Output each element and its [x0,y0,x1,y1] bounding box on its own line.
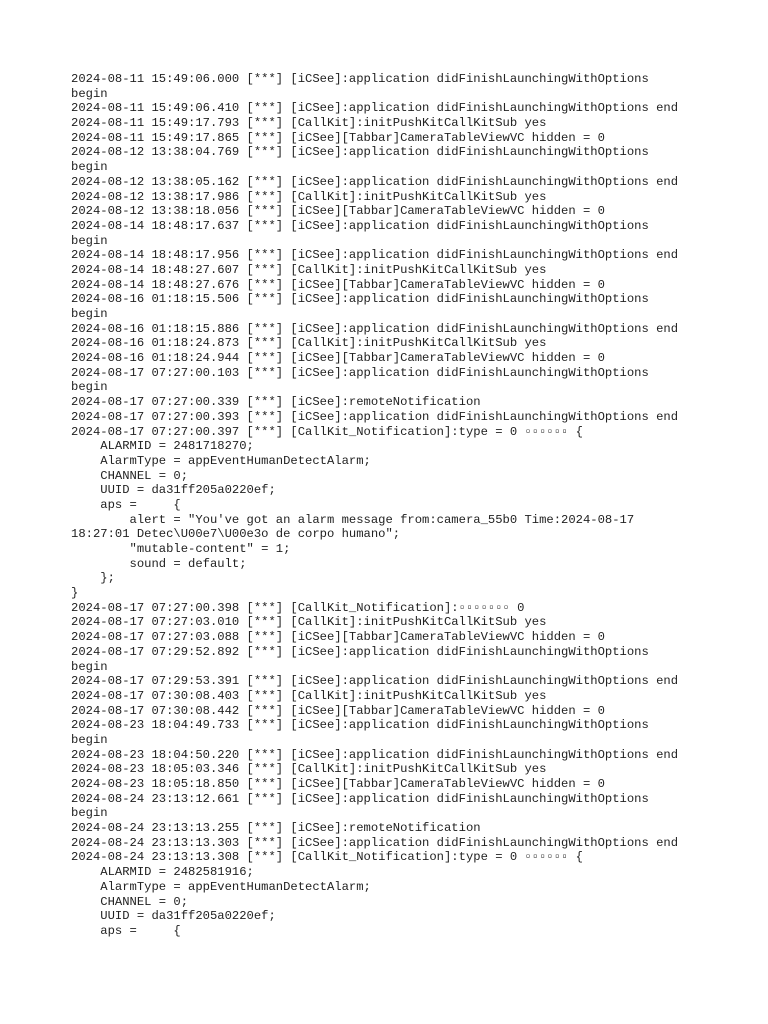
log-line: aps = { [71,497,181,512]
log-line: 2024-08-17 07:29:53.391 [***] [iCSee]:application didFinishLaunchingWithOptions end [71,674,679,689]
log-line: begin [71,659,108,674]
log-line: UUID = da31ff205a0220ef; [71,483,276,498]
log-line: 2024-08-11 15:49:06.410 [***] [iCSee]:application didFinishLaunchingWithOptions end [71,101,679,116]
log-document [71,72,751,939]
log-line: 18:27:01 Detec\U00e7\U00e3o de corpo humano"; [71,527,401,542]
log-line: AlarmType = appEventHumanDetectAlarm; [71,453,371,468]
log-line: 2024-08-17 07:27:03.088 [***] [iCSee][Tabbar]CameraTableViewVC hidden = 0 [71,630,605,645]
log-line: 2024-08-23 18:05:18.850 [***] [iCSee][Tabbar]CameraTableViewVC hidden = 0 [71,777,605,791]
log-line: 2024-08-16 01:18:24.944 [***] [iCSee][Tabbar]CameraTableViewVC hidden = 0 [71,351,605,366]
log-line: alert = "You've got an alarm message from:camera_55b0 Time:2024-08-17 [71,512,635,527]
log-line: 2024-08-23 18:04:49.733 [***] [iCSee]:application didFinishLaunchingWithOptions [71,718,649,733]
log-line: 2024-08-11 15:49:17.793 [***] [CallKit]:initPushKitCallKitSub yes [71,116,547,131]
log-line: 2024-08-16 01:18:15.886 [***] [iCSee]:application didFinishLaunchingWithOptions end [71,321,679,336]
log-line: 2024-08-17 07:27:00.339 [***] [iCSee]:remoteNotification [71,395,481,410]
log-line: 2024-08-24 23:13:12.661 [***] [iCSee]:application didFinishLaunchingWithOptions [71,791,649,806]
log-line: 2024-08-16 01:18:15.506 [***] [iCSee]:application didFinishLaunchingWithOptions [71,292,649,307]
log-line: 2024-08-23 18:05:03.346 [***] [CallKit]:initPushKitCallKitSub yes [71,762,547,777]
log-line: 2024-08-17 07:27:03.010 [***] [CallKit]:initPushKitCallKitSub yes [71,615,547,630]
log-line: }; [71,571,115,586]
log-line: CHANNEL = 0; [71,894,189,909]
log-line: 2024-08-12 13:38:05.162 [***] [iCSee]:application didFinishLaunchingWithOptions end [71,174,679,189]
log-line: 2024-08-17 07:30:08.403 [***] [CallKit]:initPushKitCallKitSub yes [71,688,547,703]
log-line: 2024-08-14 18:48:27.676 [***] [iCSee][Tabbar]CameraTableViewVC hidden = 0 [71,277,605,292]
log-line: 2024-08-11 15:49:17.865 [***] [iCSee][Tabbar]CameraTableViewVC hidden = 0 [71,130,605,145]
log-line: begin [71,307,108,321]
log-line: UUID = da31ff205a0220ef; [71,909,276,924]
log-line: 2024-08-17 07:30:08.442 [***] [iCSee][Tabbar]CameraTableViewVC hidden = 0 [71,703,605,718]
log-line: 2024-08-11 15:49:06.000 [***] [iCSee]:application didFinishLaunchingWithOptions [71,72,649,86]
log-line: aps = { [71,923,181,938]
log-line: CHANNEL = 0; [71,468,189,483]
log-line: begin [71,160,108,175]
log-line: 2024-08-14 18:48:17.637 [***] [iCSee]:application didFinishLaunchingWithOptions [71,218,649,233]
log-line: begin [71,86,108,101]
log-line: begin [71,380,108,395]
log-line: ALARMID = 2481718270; [71,439,254,454]
log-line: 2024-08-17 07:27:00.103 [***] [iCSee]:application didFinishLaunchingWithOptions [71,365,649,380]
log-line: 2024-08-17 07:29:52.892 [***] [iCSee]:application didFinishLaunchingWithOptions [71,644,649,659]
log-line: 2024-08-24 23:13:13.303 [***] [iCSee]:application didFinishLaunchingWithOptions end [71,835,679,850]
log-line: 2024-08-24 23:13:13.255 [***] [iCSee]:remoteNotification [71,821,481,836]
log-line: begin [71,233,108,248]
log-line: 2024-08-17 07:27:00.393 [***] [iCSee]:application didFinishLaunchingWithOptions end [71,409,679,424]
log-line: 2024-08-17 07:27:00.398 [***] [CallKit_Notification]:▫▫▫▫▫▫▫ 0 [71,600,525,615]
log-line: } [71,586,79,601]
log-line: 2024-08-17 07:27:00.397 [***] [CallKit_Notification]:type = 0 ▫▫▫▫▫▫ { [71,424,583,439]
log-line: begin [71,806,108,821]
log-line: begin [71,732,108,747]
log-line: sound = default; [71,556,247,571]
log-line: 2024-08-14 18:48:27.607 [***] [CallKit]:initPushKitCallKitSub yes [71,262,547,277]
log-line: 2024-08-24 23:13:13.308 [***] [CallKit_Notification]:type = 0 ▫▫▫▫▫▫ { [71,850,583,865]
log-line: 2024-08-16 01:18:24.873 [***] [CallKit]:initPushKitCallKitSub yes [71,336,547,351]
log-line: 2024-08-14 18:48:17.956 [***] [iCSee]:application didFinishLaunchingWithOptions end [71,248,679,263]
log-line: 2024-08-12 13:38:18.056 [***] [iCSee][Tabbar]CameraTableViewVC hidden = 0 [71,204,605,219]
log-line: 2024-08-12 13:38:04.769 [***] [iCSee]:application didFinishLaunchingWithOptions [71,145,649,160]
log-line: 2024-08-23 18:04:50.220 [***] [iCSee]:application didFinishLaunchingWithOptions end [71,747,679,762]
log-line: ALARMID = 2482581916; [71,865,254,880]
log-line: 2024-08-12 13:38:17.986 [***] [CallKit]:initPushKitCallKitSub yes [71,189,547,204]
log-line: "mutable-content" = 1; [71,542,291,556]
log-line: AlarmType = appEventHumanDetectAlarm; [71,879,371,894]
